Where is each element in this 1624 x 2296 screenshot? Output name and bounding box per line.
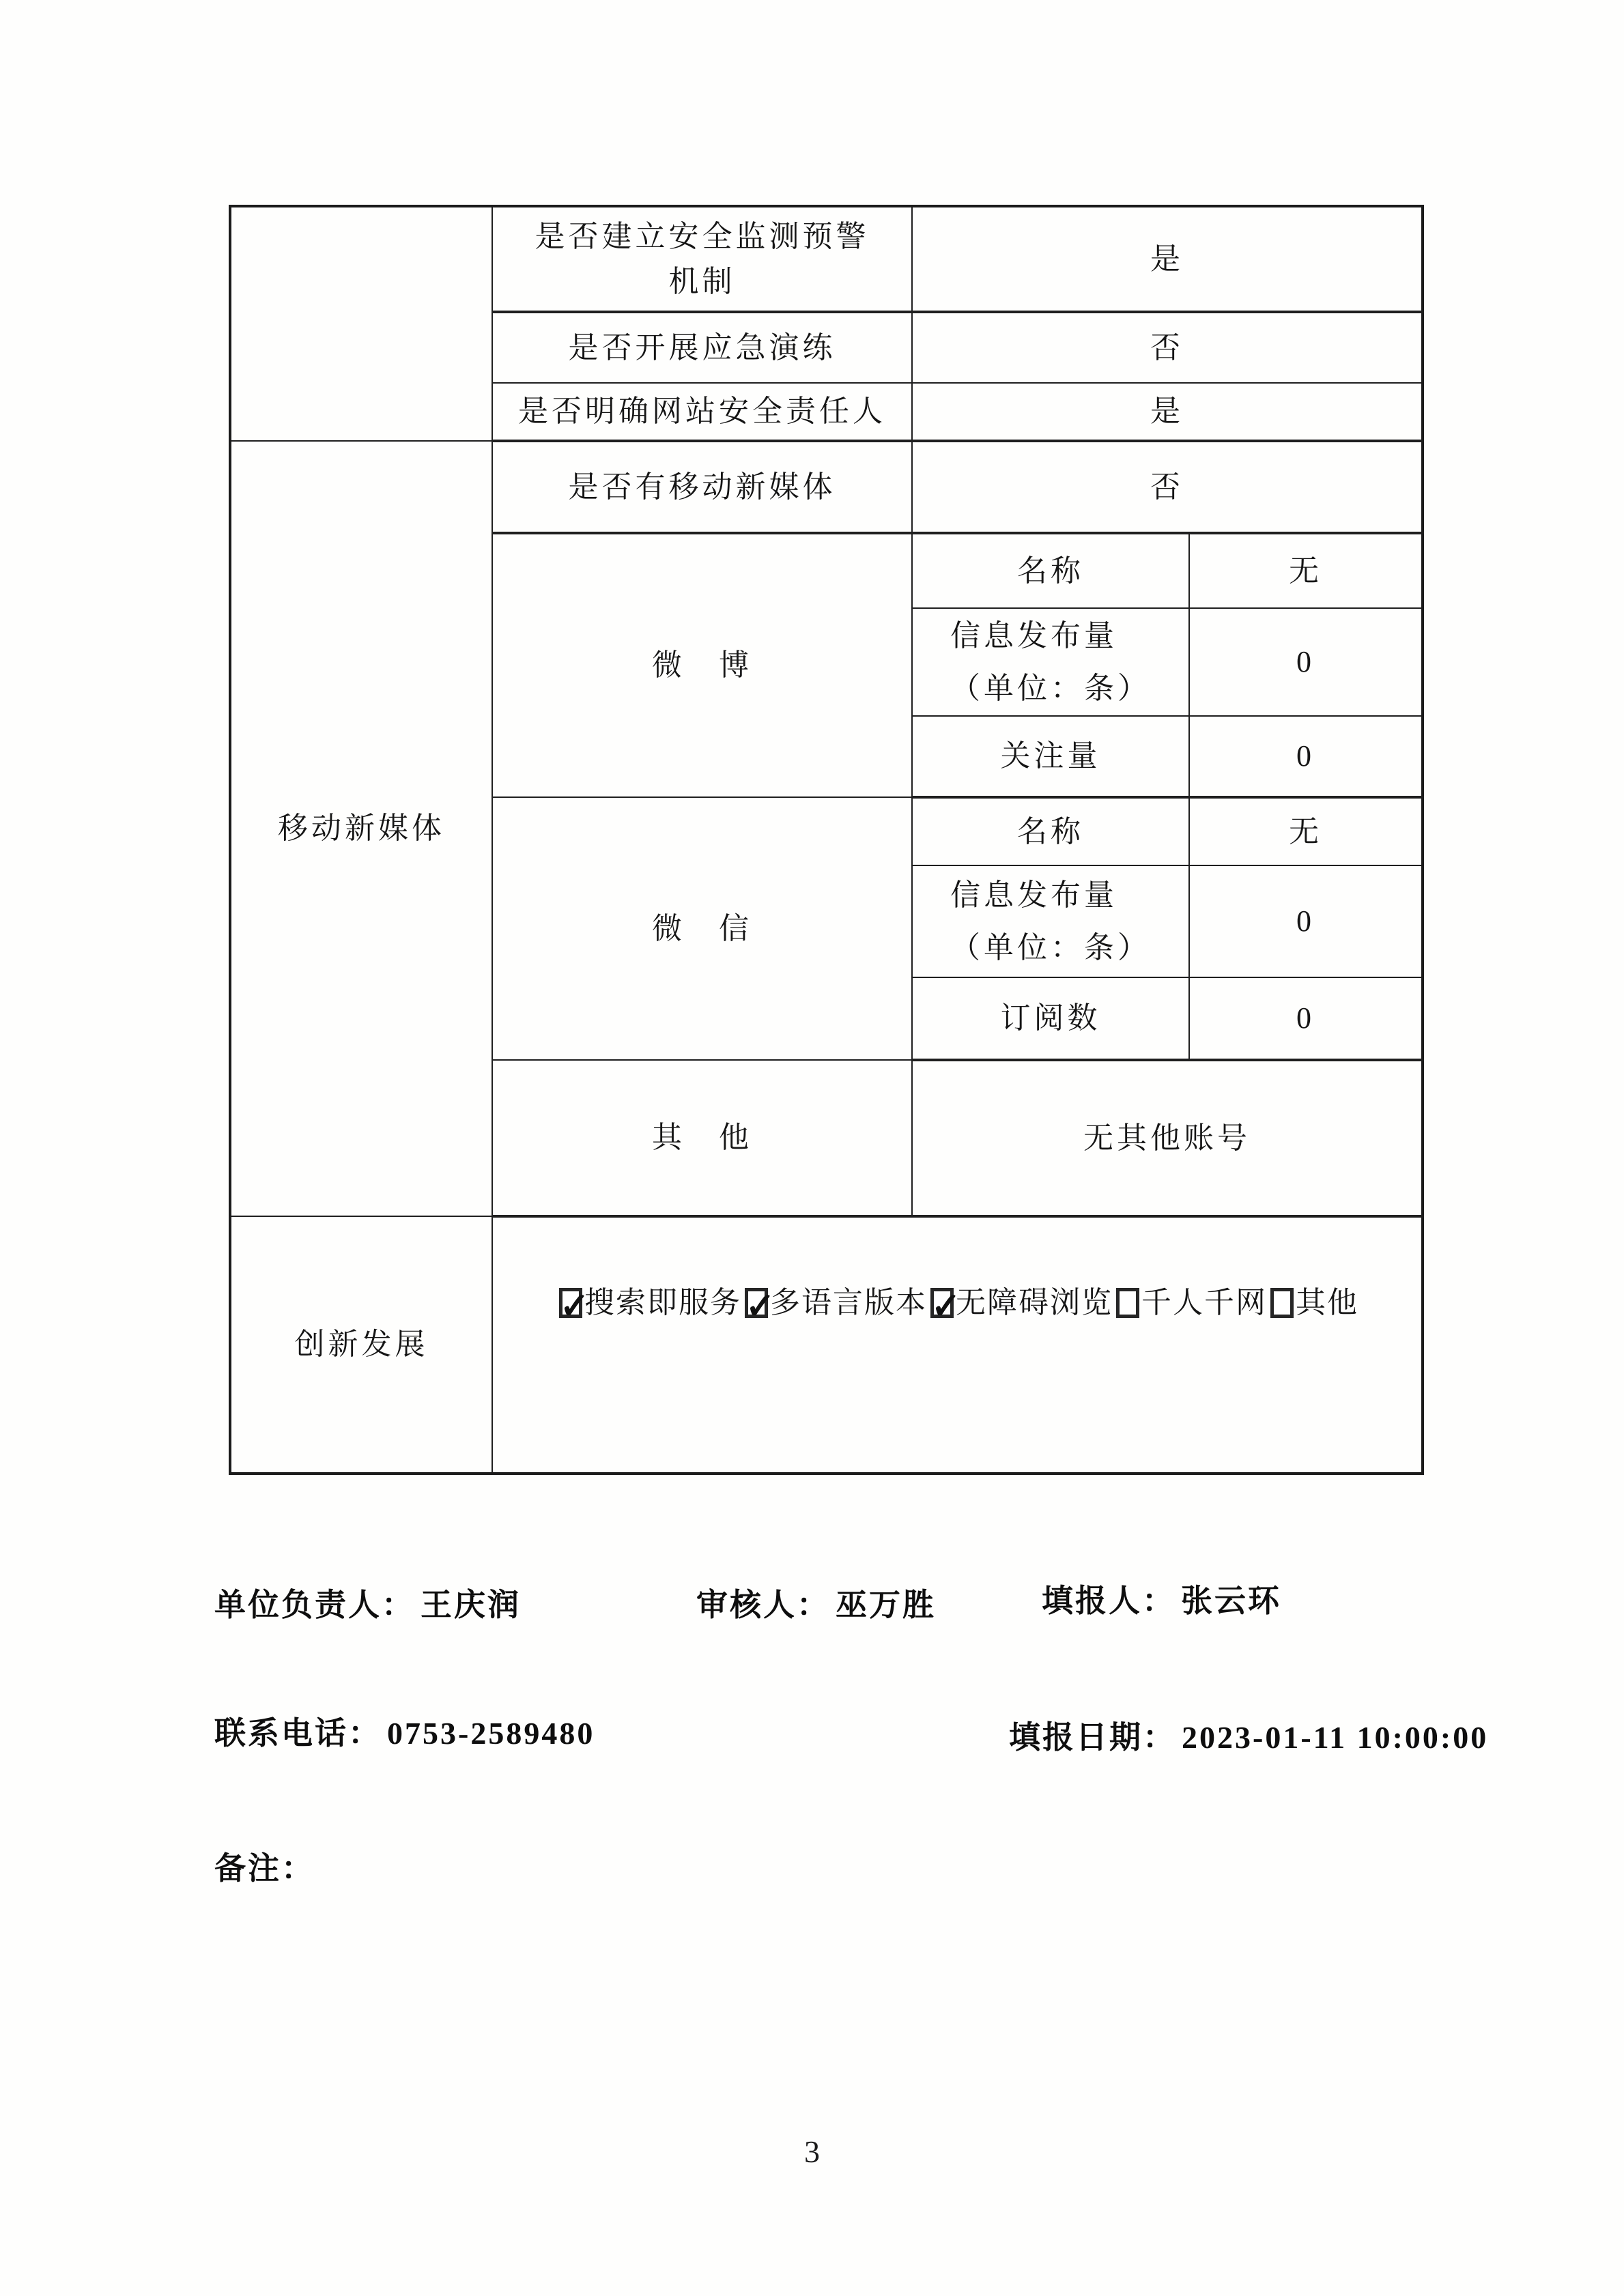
group-label-cell-mobile-media: 移动新媒体 bbox=[230, 441, 492, 1216]
table-row bbox=[230, 1216, 1423, 1474]
question-cell-drill: 是否开展应急演练 bbox=[492, 312, 912, 383]
question-cell-has-mobile: 是否有移动新媒体 bbox=[492, 441, 912, 533]
field-label-cell-wechat-subscribers: 订阅数 bbox=[912, 977, 1189, 1060]
footer-report-date bbox=[1009, 1717, 1488, 1758]
auditor-label: 审核人： bbox=[696, 1588, 830, 1622]
group-label-cell-weibo: 微 博 bbox=[492, 533, 912, 797]
footer-auditor bbox=[696, 1585, 936, 1626]
field-label-cell-wechat-publications bbox=[912, 865, 1189, 977]
checkbox-label: 无障碍浏览 bbox=[956, 1285, 1113, 1319]
answer-cell-officer: 是 bbox=[912, 383, 1423, 441]
table-row bbox=[230, 206, 1423, 312]
footer-contact-phone bbox=[214, 1713, 595, 1754]
answer-cell-drill: 否 bbox=[912, 312, 1423, 383]
label-line: 信息发布量 bbox=[950, 619, 1117, 652]
reporter-label: 填报人： bbox=[1042, 1583, 1176, 1618]
field-label-two-line bbox=[950, 609, 1151, 715]
question-line: 机制 bbox=[668, 264, 736, 298]
phone-value: 0753-2589480 bbox=[387, 1716, 595, 1751]
footer-remark bbox=[214, 1848, 315, 1889]
phone-label: 联系电话： bbox=[214, 1716, 382, 1751]
innovation-option-other bbox=[1267, 1280, 1358, 1325]
checkbox-label: 其他 bbox=[1296, 1285, 1358, 1319]
table-row bbox=[230, 441, 1423, 533]
field-value-cell-weibo-name: 无 bbox=[1189, 533, 1423, 608]
field-value-cell-wechat-publications: 0 bbox=[1189, 865, 1423, 977]
section-label-cell-empty bbox=[230, 206, 492, 441]
question-cell-monitor bbox=[492, 206, 912, 312]
footer-unit-leader bbox=[214, 1585, 521, 1626]
field-label-cell-weibo-publications bbox=[912, 608, 1189, 716]
innovation-option-search-service bbox=[556, 1280, 741, 1325]
field-label-cell-weibo-followers: 关注量 bbox=[912, 716, 1189, 797]
innovation-options-cell bbox=[492, 1216, 1423, 1474]
field-label-cell-weibo-name: 名称 bbox=[912, 533, 1189, 608]
checkbox-label: 多语言版本 bbox=[770, 1285, 927, 1319]
page-number: 3 bbox=[804, 2134, 820, 2169]
label-line: （单位：条） bbox=[950, 672, 1151, 705]
reporter-name: 张云环 bbox=[1181, 1583, 1281, 1618]
unit-leader-name: 王庆润 bbox=[421, 1588, 521, 1622]
group-label-cell-innovation: 创新发展 bbox=[230, 1216, 492, 1474]
label-line: 信息发布量 bbox=[950, 878, 1117, 912]
field-value-cell-wechat-name: 无 bbox=[1189, 797, 1423, 865]
checkbox-unchecked-icon bbox=[1270, 1288, 1294, 1318]
field-value-cell-weibo-followers: 0 bbox=[1189, 716, 1423, 797]
innovation-checkbox-line bbox=[493, 1280, 1421, 1325]
date-label: 填报日期： bbox=[1009, 1720, 1176, 1755]
question-line: 是否建立安全监测预警 bbox=[535, 219, 870, 253]
answer-cell-monitor: 是 bbox=[912, 206, 1423, 312]
answer-cell-other-accounts: 无其他账号 bbox=[912, 1060, 1423, 1216]
unit-leader-label: 单位负责人： bbox=[214, 1588, 415, 1622]
checkbox-label: 千人千网 bbox=[1141, 1285, 1267, 1319]
group-label-cell-wechat: 微 信 bbox=[492, 797, 912, 1060]
checkbox-unchecked-icon bbox=[1116, 1288, 1139, 1318]
remark-label: 备注： bbox=[214, 1851, 315, 1886]
question-cell-officer: 是否明确网站安全责任人 bbox=[492, 383, 912, 441]
field-value-cell-weibo-publications: 0 bbox=[1189, 608, 1423, 716]
innovation-option-qianrenqianwang bbox=[1113, 1280, 1267, 1325]
group-label-cell-other: 其 他 bbox=[492, 1060, 912, 1216]
date-value: 2023-01-11 10:00:00 bbox=[1182, 1720, 1489, 1755]
field-label-cell-wechat-name: 名称 bbox=[912, 797, 1189, 865]
checkbox-label: 搜索即服务 bbox=[584, 1285, 741, 1319]
report-table bbox=[229, 205, 1424, 1475]
label-line: （单位：条） bbox=[950, 931, 1151, 964]
field-value-cell-wechat-subscribers: 0 bbox=[1189, 977, 1423, 1060]
innovation-option-accessibility bbox=[927, 1280, 1113, 1325]
answer-cell-has-mobile: 否 bbox=[912, 441, 1423, 533]
field-label-two-line bbox=[950, 869, 1151, 974]
innovation-option-multilingual bbox=[741, 1280, 927, 1325]
footer-reporter bbox=[1042, 1581, 1281, 1622]
checkbox-checked-icon bbox=[559, 1288, 582, 1318]
checkbox-checked-icon bbox=[745, 1288, 768, 1318]
auditor-name: 巫万胜 bbox=[836, 1588, 936, 1622]
checkbox-checked-icon bbox=[930, 1288, 954, 1318]
